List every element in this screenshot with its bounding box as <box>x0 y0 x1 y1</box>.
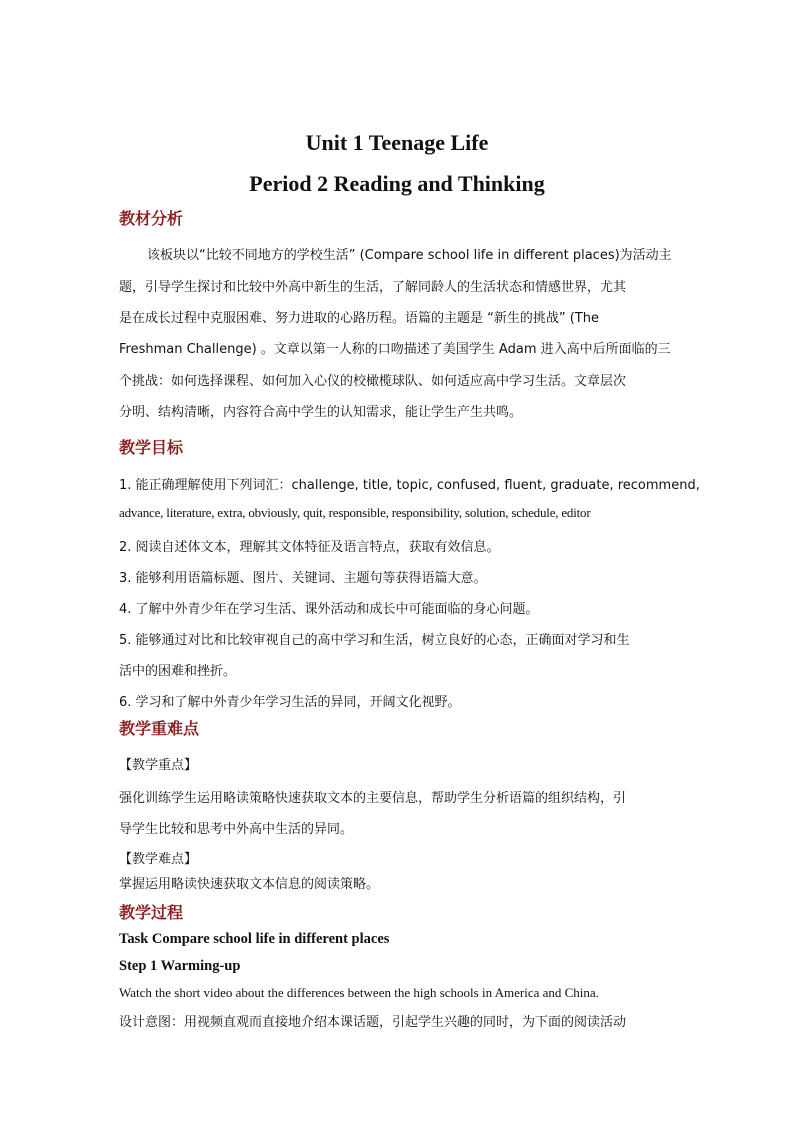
focus-line: 导学生比较和思考中外高中生活的异同。 <box>119 822 354 837</box>
difficulty-line: 掌握运用略读快速获取文本信息的阅读策略。 <box>119 877 380 892</box>
goal-line: 2. 阅读自述体文本，理解其文体特征及语言特点，获取有效信息。 <box>119 540 500 555</box>
goal-line: 1. 能正确理解使用下列词汇：challenge, title, topic, confused, fluent, graduate, recommend, <box>119 478 700 493</box>
design-intent: 设计意图：用视频直观而直接地介绍本课话题，引起学生兴趣的同时，为下面的阅读活动 <box>119 1015 627 1030</box>
analysis-line: 题，引导学生探讨和比较中外高中新生的生活，了解同龄人的生活状态和情感世界，尤其 <box>119 280 627 295</box>
goal-line: 3. 能够利用语篇标题、图片、关键词、主题句等获得语篇大意。 <box>119 571 487 586</box>
focus-label: 【教学重点】 <box>119 758 198 773</box>
section-heading-analysis: 教材分析 <box>119 209 184 228</box>
step-title: Step 1 Warming-up <box>119 958 241 974</box>
goal-line: 6. 学习和了解中外青少年学习生活的异同，开阔文化视野。 <box>119 695 461 710</box>
analysis-line: 个挑战：如何选择课程、如何加入心仪的校橄榄球队、如何适应高中学习生活。文章层次 <box>119 374 627 389</box>
difficulty-label: 【教学难点】 <box>119 852 198 867</box>
analysis-line: Freshman Challenge) 。文章以第一人称的口吻描述了美国学生 Adam 进入高中后所面临的三 <box>119 342 671 357</box>
step-instruction: Watch the short video about the differences between the high schools in America and China. <box>119 985 599 1000</box>
document-title: Unit 1 Teenage Life <box>305 130 489 155</box>
goal-line: 4. 了解中外青少年在学习生活、课外活动和成长中可能面临的身心问题。 <box>119 602 539 617</box>
goal-line: 5. 能够通过对比和比较审视自己的高中学习和生活，树立良好的心态，正确面对学习和生 <box>119 633 630 648</box>
analysis-line: 是在成长过程中克服困难、努力进取的心路历程。语篇的主题是 “新生的挑战” (The <box>119 311 599 326</box>
document-subtitle: Period 2 Reading and Thinking <box>249 171 545 196</box>
goal-line: advance, literature, extra, obviously, quit, responsible, responsibility, solution, schedule, editor <box>119 505 591 520</box>
analysis-line: 该板块以“比较不同地方的学校生活” (Compare school life in different places)为活动主 <box>147 248 672 263</box>
section-heading-goals: 教学目标 <box>119 438 184 457</box>
analysis-line: 分明、结构清晰，内容符合高中学生的认知需求，能让学生产生共鸣。 <box>119 405 523 420</box>
focus-line: 强化训练学生运用略读策略快速获取文本的主要信息，帮助学生分析语篇的组织结构，引 <box>119 791 627 806</box>
section-heading-key-points: 教学重难点 <box>119 719 200 738</box>
task-title: Task Compare school life in different places <box>119 931 390 947</box>
goal-line: 活中的困难和挫折。 <box>119 664 237 679</box>
section-heading-process: 教学过程 <box>119 903 184 922</box>
